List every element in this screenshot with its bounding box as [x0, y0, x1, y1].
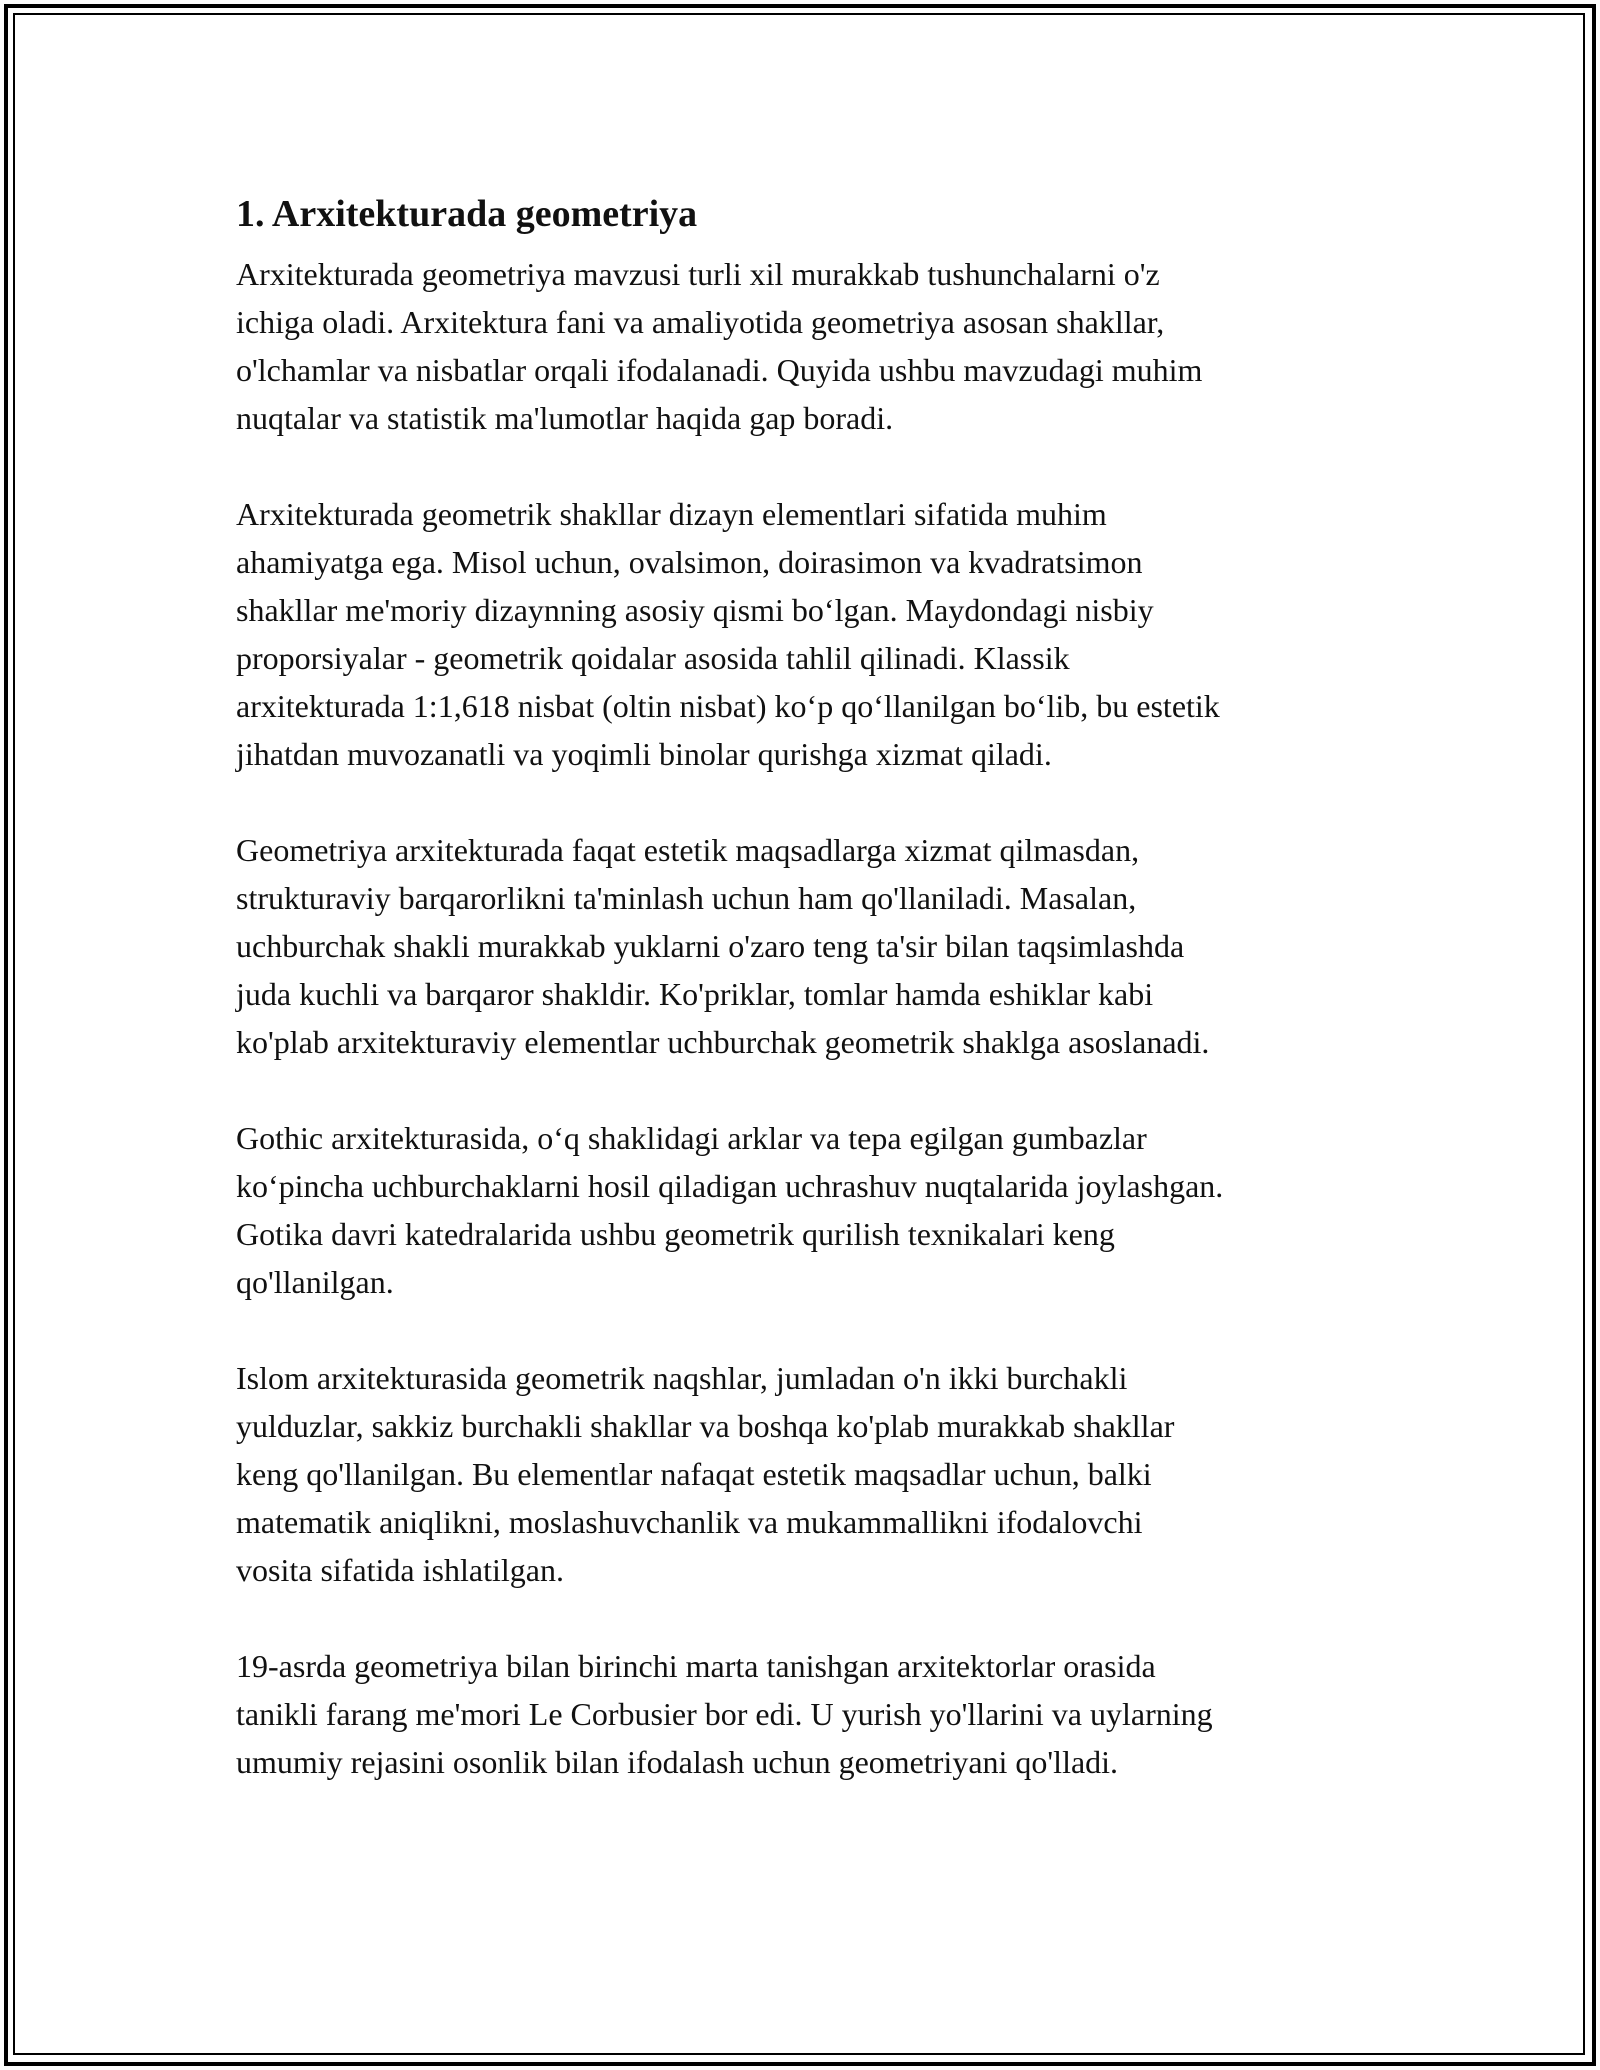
- paragraph-line: vosita sifatida ishlatilgan.: [236, 1552, 564, 1588]
- paragraph-line: Arxitekturada geometriya mavzusi turli xil murakkab tushunchalarni o'z: [236, 256, 1160, 292]
- paragraph-line: shakllar me'moriy dizaynning asosiy qismi bo‘lgan. Maydondagi nisbiy: [236, 592, 1154, 628]
- paragraph-line: ko‘pincha uchburchaklarni hosil qiladigan uchrashuv nuqtalarida joylashgan.: [236, 1168, 1224, 1204]
- paragraph-islamic: [236, 1354, 1376, 1594]
- paragraph-line: uchburchak shakli murakkab yuklarni o'zaro teng ta'sir bilan taqsimlashda: [236, 928, 1185, 964]
- paragraph-line: arxitekturada 1:1,618 nisbat (oltin nisbat) ko‘p qo‘llanilgan bo‘lib, bu estetik: [236, 688, 1220, 724]
- paragraph-geometric-shapes: [236, 490, 1376, 778]
- paragraph-structural-stability: [236, 826, 1376, 1066]
- paragraph-line: ko'plab arxitekturaviy elementlar uchburchak geometrik shaklga asoslanadi.: [236, 1024, 1210, 1060]
- paragraph-line: nuqtalar va statistik ma'lumotlar haqida gap boradi.: [236, 400, 894, 436]
- paragraph-line: Arxitekturada geometrik shakllar dizayn elementlari sifatida muhim: [236, 496, 1107, 532]
- paragraph-line: qo'llanilgan.: [236, 1264, 394, 1300]
- paragraph-line: keng qo'llanilgan. Bu elementlar nafaqat estetik maqsadlar uchun, balki: [236, 1456, 1152, 1492]
- paragraph-line: tanikli farang me'mori Le Corbusier bor edi. U yurish yo'llarini va uylarning: [236, 1696, 1213, 1732]
- paragraph-line: jihatdan muvozanatli va yoqimli binolar qurishga xizmat qiladi.: [236, 736, 1052, 772]
- paragraph-line: 19-asrda geometriya bilan birinchi marta tanishgan arxitektorlar orasida: [236, 1648, 1156, 1684]
- paragraph-line: Gothic arxitekturasida, o‘q shaklidagi arklar va tepa egilgan gumbazlar: [236, 1120, 1147, 1156]
- paragraph-line: yulduzlar, sakkiz burchakli shakllar va boshqa ko'plab murakkab shakllar: [236, 1408, 1175, 1444]
- paragraph-line: Islom arxitekturasida geometrik naqshlar, jumladan o'n ikki burchakli: [236, 1360, 1128, 1396]
- document-body: [236, 186, 1376, 1834]
- paragraph-line: o'lchamlar va nisbatlar orqali ifodalanadi. Quyida ushbu mavzudagi muhim: [236, 352, 1203, 388]
- paragraph-gothic: [236, 1114, 1376, 1306]
- paragraph-line: Geometriya arxitekturada faqat estetik maqsadlarga xizmat qilmasdan,: [236, 832, 1140, 868]
- paragraph-line: Gotika davri katedralarida ushbu geometrik qurilish texnikalari keng: [236, 1216, 1115, 1252]
- paragraph-19th-century: [236, 1642, 1376, 1786]
- paragraph-intro: [236, 250, 1376, 442]
- paragraph-line: strukturaviy barqarorlikni ta'minlash uchun ham qo'llaniladi. Masalan,: [236, 880, 1137, 916]
- paragraph-line: umumiy rejasini osonlik bilan ifodalash uchun geometriyani qo'lladi.: [236, 1744, 1119, 1780]
- paragraph-line: ichiga oladi. Arxitektura fani va amaliyotida geometriya asosan shakllar,: [236, 304, 1165, 340]
- document-heading: 1. Arxitekturada geometriya: [236, 193, 698, 235]
- paragraph-line: ahamiyatga ega. Misol uchun, ovalsimon, doirasimon va kvadratsimon: [236, 544, 1143, 580]
- paragraph-line: proporsiyalar - geometrik qoidalar asosida tahlil qilinadi. Klassik: [236, 640, 1070, 676]
- paragraph-line: matematik aniqlikni, moslashuvchanlik va mukammallikni ifodalovchi: [236, 1504, 1143, 1540]
- paragraph-line: juda kuchli va barqaror shakldir. Ko'priklar, tomlar hamda eshiklar kabi: [236, 976, 1154, 1012]
